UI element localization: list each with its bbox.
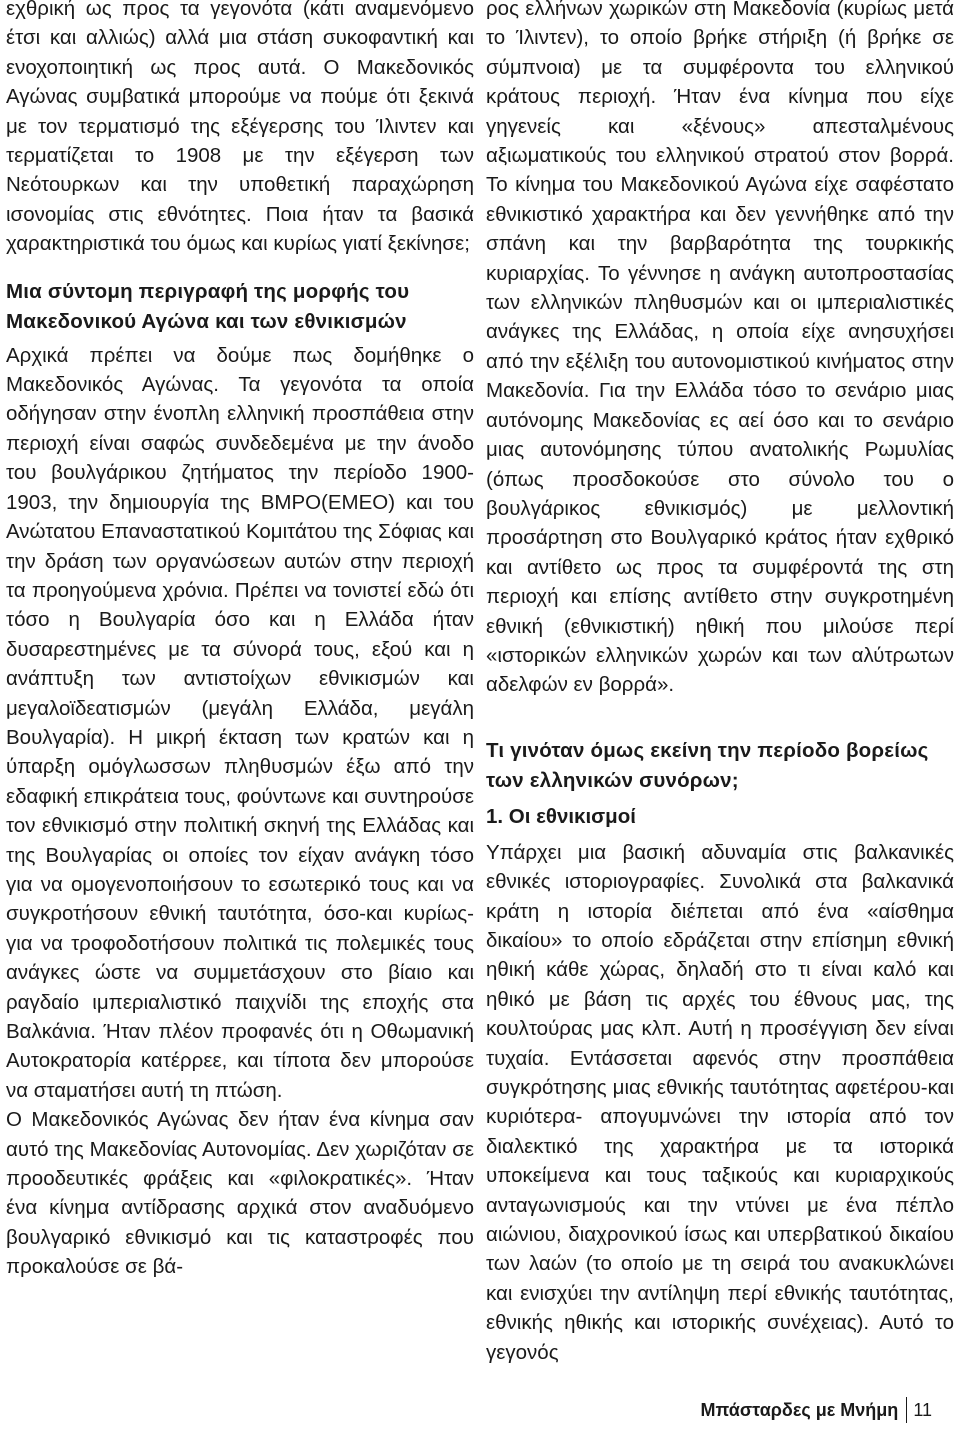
left-paragraph-1: εχθρική ως προς τα γεγονότα (κάτι αναμενόμενο έτσι και αλλιώς) αλλά μια στάση συκοφαντική και ενοχοποιητική ως προς αυτά. Ο Μακεδονικός Αγώνας συμβατικά μπορούμε να πούμε ότι ξεκινά με τον τερματισμό της εξέγερσης του Ίλιντεν και τερματίζεται το 1908 με την εξέγερση των Νεότουρκων και την υποθετική παραχώρηση ισονομίας στις εθνότητες. Ποια ήταν τα βασικά χαρακτηριστικά του όμως και κυρίως γιατί ξεκίνησε; (6, 0, 474, 256)
spacer (6, 259, 474, 277)
right-paragraph-1: ρος ελλήνων χωρικών στη Μακεδονία (κυρίως μετά το Ίλιντεν), το οποίο βρήκε στήριξη (ή βρήκε σε σύμπνοια) με τα συμφέροντα του ελληνικού κράτους περιοχή. Ήταν ένα κίνημα που είχε γηγενείς και «ξένους» απεσταλμένους αξιωματικούς του ελληνικού στρατού στον βορρά. Το κίνημα του Μακεδονικού Αγώνα είχε σαφέστατο εθνικιστικό χαρακτήρα και δεν γεννήθηκε από την σπάνη και την βαρβαρότητα της τουρκικής κυριαρχίας. Το γέννησε η ανάγκη αυτοπροστασίας των ελληνικών πληθυσμών και οι ιμπεριαλιστικές ανάγκες της Ελλάδας, η οποία είχε ανησυχήσει από την εξέλιξη του αυτονομιστικού κινήματος στην Μακεδονία. Για την Ελλάδα τόσο το σενάριο μιας αυτόνομης Μακεδονίας ες αεί όσο και το σενάριο μιας αυτονόμησης τύπου ανατολικής Ρωμυλίας (όπως προσδοκούσε στο σύνολο του ο βουλγάρικος εθνικισμός) με μελλοντική προσάρτηση στο Βουλγαρικό κράτος ήταν εχθρικό και αντίθετο ως προς τα συμφέροντά της στη περιοχή και επίσης αντίθετο στην συγκροτημένη εθνική (εθνικιστική) ηθική που μιλούσε περί «ιστορικών ελληνικών χωρών και των αλύτρωτων αδελφών εν βορρά». (486, 0, 954, 697)
page-footer (701, 1397, 932, 1423)
question-heading: Τι γινόταν όμως εκείνη την περίοδο βορείως των ελληνικών συνόρων; (486, 738, 929, 792)
right-column (486, 0, 954, 1367)
page-number: 11 (913, 1400, 932, 1420)
section-heading: Μια σύντομη περιγραφή της μορφής του Μακεδονικού Αγώνα και των εθνικισμών (6, 279, 410, 333)
publication-title: Μπάσταρδες με Μνήμη (700, 1400, 899, 1420)
right-paragraph-2: Υπάρχει μια βασική αδυναμία στις βαλκανικές εθνικές ιστοριογραφίες. Συνολικά στα βαλκανικά κράτη η ιστορία διέπεται από ένα «αίσθημα δικαίου» το οποίο εδράζεται στην επίσημη εθνική ηθική κάθε χώρας, δηλαδή στο τι είναι καλό και ηθικό με βάση τις αρχές του έθνους μας, της κουλτούρας μας κλπ. Αυτή η προσέγγιση δεν είναι τυχαία. Εντάσσεται αφενός στην προσπάθεια συγκρότησης μιας εθνικής ταυτότητας αφετέρου-και κυριότερα- απογυμνώνει την ιστορία από τον διαλεκτικό της χαρακτήρα με τα ιστορικά υποκείμενα και τους ταξικούς και κυριαρχικούς ανταγωνισμούς και την ντύνει με ένα πέπλο αιώνιου, διαχρονικού ίσως και υπερβατικού δικαίου των λαών (το οποίο με τη σειρά του ανακυκλώνει και ενισχύει την αντίληψη περί εθνικής ταυτότητας, εθνικής ηθικής και ιστορικής συνέχειας). Αυτό το γεγονός (486, 840, 954, 1364)
left-paragraph-2: Αρχικά πρέπει να δούμε πως δομήθηκε ο Μακεδονικός Αγώνας. Τα γεγονότα τα οποία οδήγησαν στην ένοπλη ελληνική προσπάθεια στην περιοχή είναι σαφώς συνδεδεμένα με την άνοδο του βουλγάρικου ζητήματος την περίοδο 1900-1903, την δημιουργία της ΒΜΡΟ(ΕΜΕΟ) και του Ανώτατου Επαναστατικού Κομιτάτου της Σόφιας και την δράση των οργανώσεων αυτών στην περιοχή τα προηγούμενα χρόνια. Πρέπει να τονιστεί εδώ ότι τόσο η Βουλγαρία όσο και η Ελλάδα ήταν δυσαρεστημένες με τα σύνορά τους, εξού και η ανάπτυξη των αντιστοίχων εθνικισμών και μεγαλοϊδεατισμών (μεγάλη Ελλάδα, μεγάλη Βουλγαρία). Η μικρή έκταση των κρατών και η ύπαρξη ομόγλωσσων πληθυσμών έξω από την εδαφική επικράτεια τους, φούντωνε και συντηρούσε τον εθνικισμό στην πολιτική σκηνή της Ελλάδας και της Βουλγαρίας οι οποίες τον είχαν ανάγκη τόσο για να ομογενοποιήσουν το εσωτερικό τους και να συγκροτήσουν εθνική ταυτότητα, όσο-και κυρίως-για να τροφοδοτήσουν πολιτικά τις πολεμικές τους ανάγκες ώστε να συμμετάσχουν στο βίαιο και ραγδαίο ιμπεριαλιστικό παιχνίδι της εποχής στα Βαλκάνια. Ήταν πλέον προφανές ότι η Οθωμανική Αυτοκρατορία κατέρρεε, και τίποτα δεν μπορούσε να σταματήσει αυτή τη πτώση. (6, 343, 474, 1102)
footer-divider (906, 1397, 907, 1423)
left-column (6, 0, 474, 1282)
left-paragraph-3: Ο Μακεδονικός Αγώνας δεν ήταν ένα κίνημα σαν αυτό της Μακεδονίας Αυτονομίας. Δεν χωριζόταν σε προοδευτικές φράξεις και «φιλοκρατικές». Ήταν ένα κίνημα αντίδρασης αρχικά στον αναδυόμενο βουλγαρικό εθνικισμό και τις καταστροφές που προκαλούσε σε βά- (6, 1108, 474, 1279)
subsection-heading: 1. Οι εθνικισμοί (486, 804, 636, 828)
